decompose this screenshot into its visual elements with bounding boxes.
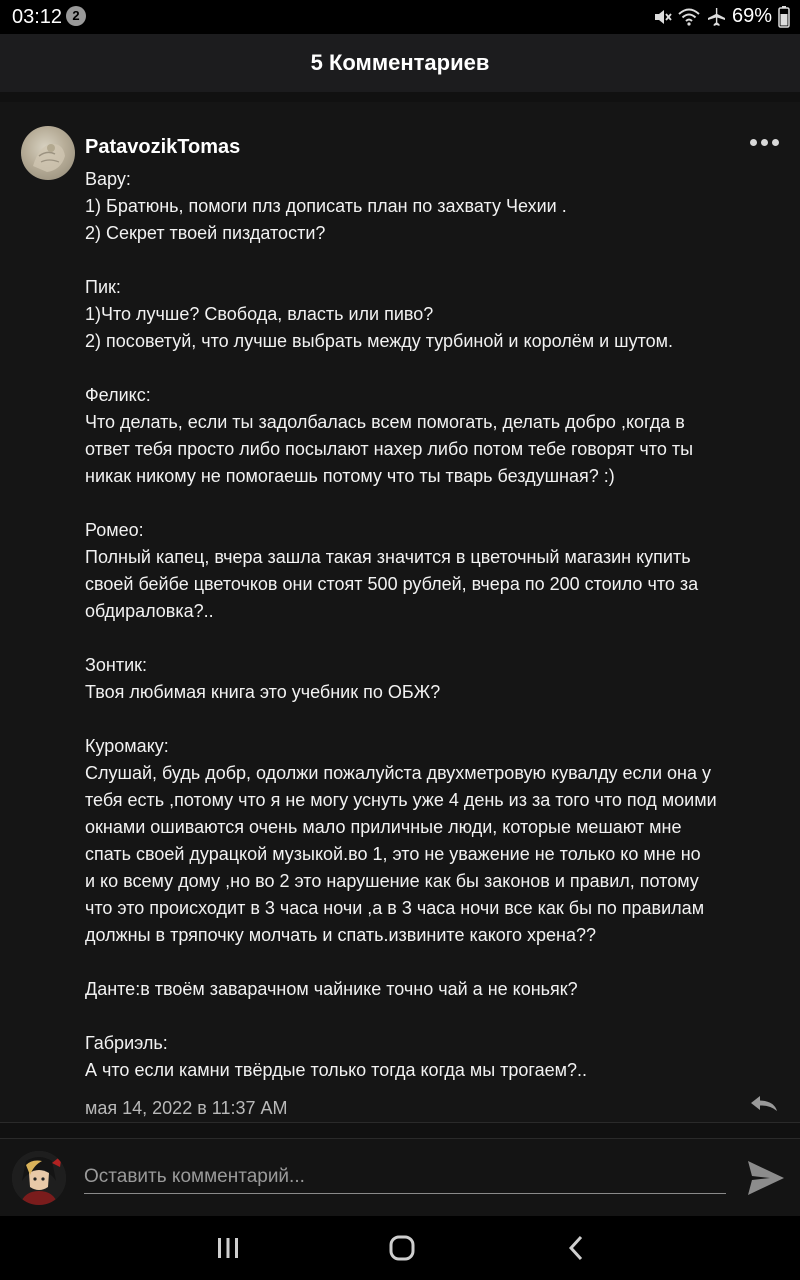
comment-line: ответ тебя просто либо посылают нахер либо потом тебе говорят что ты <box>85 439 694 459</box>
more-dots-icon <box>750 139 757 146</box>
comment-line: Полный капец, вчера зашла такая значится в цветочный магазин купить <box>85 547 691 567</box>
comment-line: спать своей дурацкой музыкой.во 1, это не уважение не только ко мне но <box>85 844 701 864</box>
comment-line: и ко всему дому ,но во 2 это нарушение как бы законов и правил, потому <box>85 871 699 891</box>
send-button[interactable] <box>746 1159 786 1197</box>
system-nav-bar <box>0 1216 800 1280</box>
comments-header <box>0 34 800 92</box>
comment-line: 1) Братюнь, помоги плз дописать план по захвату Чехии . <box>85 196 567 216</box>
comment-line: Данте:в твоём заварачном чайнике точно чай а не коньяк? <box>85 979 578 999</box>
page-title: 5 Комментариев <box>310 50 490 75</box>
comment-line: Пик: <box>85 277 121 297</box>
comment-line <box>85 625 785 652</box>
nav-home-button[interactable] <box>382 1232 422 1264</box>
comment-line <box>85 355 785 382</box>
comment-line: своей бейбе цветочков они стоят 500 рублей, вчера по 200 стоило что за <box>85 574 699 594</box>
user-avatar[interactable] <box>12 1151 66 1205</box>
more-dots-icon <box>772 139 779 146</box>
comment-line: 2) посоветуй, что лучше выбрать между турбиной и королём и шутом. <box>85 331 674 351</box>
comment-line: Куромаку: <box>85 736 169 756</box>
back-icon <box>556 1232 596 1264</box>
battery-level: 69% <box>731 5 772 27</box>
comment-input[interactable] <box>84 1161 726 1194</box>
comment-line: Что делать, если ты задолбалась всем помогать, делать добро ,когда в <box>85 412 685 432</box>
comment-line: должны в тряпочку молчать и спать.извините какого хрена?? <box>85 925 596 945</box>
home-icon <box>382 1232 422 1264</box>
wifi-icon <box>678 7 700 27</box>
comment-card <box>0 102 800 1123</box>
comment-line: обдираловка?.. <box>85 601 214 621</box>
comments-list[interactable] <box>0 92 800 1138</box>
comment-line: тебя есть ,потому что я не могу уснуть уже 4 день из за того что под моими <box>85 790 717 810</box>
reply-arrow-icon <box>748 1092 780 1118</box>
comment-author[interactable]: PatavozikTomas <box>85 136 241 158</box>
comment-body <box>85 166 785 1084</box>
comment-line: окнами ошиваются очень мало приличные люди, которые мешают мне <box>85 817 682 837</box>
comment-line: Зонтик: <box>85 655 147 675</box>
nav-recents-button[interactable] <box>208 1232 248 1264</box>
comment-line: Слушай, будь добр, одолжи пожалуйста двухметровую кувалду если она у <box>85 763 711 783</box>
comment-line <box>85 706 785 733</box>
comment-line: Габриэль: <box>85 1033 168 1053</box>
comment-line: Твоя любимая книга это учебник по ОБЖ? <box>85 682 441 702</box>
comment-line <box>85 949 785 976</box>
more-options-button[interactable] <box>746 132 782 152</box>
comment-line: что это происходит в 3 часа ночи ,а в 3 часа ночи все как бы по правилам <box>85 898 705 918</box>
nav-back-button[interactable] <box>556 1232 596 1264</box>
comment-line <box>85 490 785 517</box>
comment-line: Вару: <box>85 169 131 189</box>
comment-input-bar <box>0 1138 800 1217</box>
status-time: 03:12 <box>12 6 63 28</box>
send-icon <box>746 1159 786 1197</box>
comment-line: Феликс: <box>85 385 151 405</box>
airplane-icon <box>706 7 726 27</box>
comment-line: А что если камни твёрдые только тогда когда мы трогаем?.. <box>85 1060 587 1080</box>
comment-line <box>85 247 785 274</box>
comment-line: Ромео: <box>85 520 144 540</box>
comment-line: 1)Что лучше? Свобода, власть или пиво? <box>85 304 434 324</box>
status-bar <box>0 0 800 34</box>
comment-date: мая 14, 2022 в 11:37 AM <box>85 1098 288 1118</box>
more-dots-icon <box>761 139 768 146</box>
recents-icon <box>208 1232 248 1264</box>
author-avatar[interactable] <box>21 126 75 180</box>
mute-icon <box>652 7 672 27</box>
battery-icon <box>778 6 790 28</box>
notification-badge: 2 <box>66 6 86 26</box>
comment-line <box>85 1003 785 1030</box>
status-icons <box>652 5 790 28</box>
comment-line: 2) Секрет твоей пиздатости? <box>85 223 326 243</box>
reply-button[interactable] <box>748 1092 780 1118</box>
comment-line: никак никому не помогаешь потому что ты тварь бездушная? :) <box>85 466 615 486</box>
